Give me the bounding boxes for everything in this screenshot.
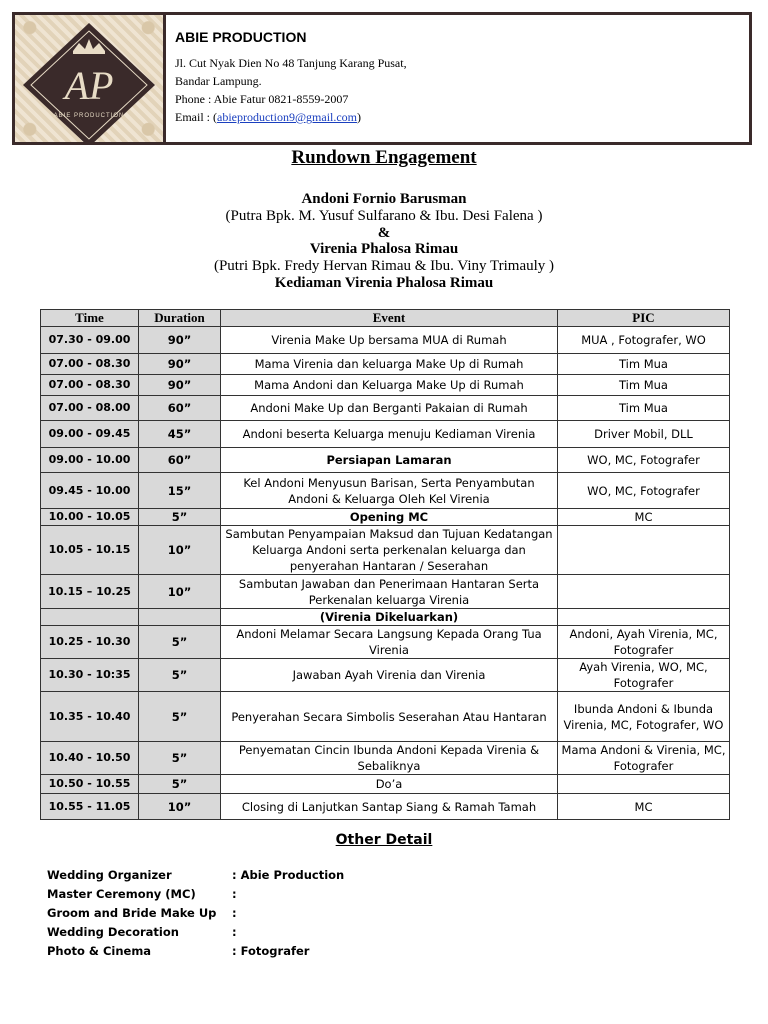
cell-time: 10.30 - 10:35 — [41, 659, 139, 692]
logo-diamond-icon — [15, 15, 163, 142]
table-row — [41, 526, 730, 575]
cell-event: Jawaban Ayah Virenia dan Virenia — [221, 659, 558, 692]
cell-duration: 10” — [139, 575, 221, 609]
company-logo — [15, 15, 166, 142]
cell-event: Andoni beserta Keluarga menuju Kediaman Virenia — [221, 421, 558, 448]
table-row — [41, 626, 730, 659]
cell-time: 10.50 - 10.55 — [41, 775, 139, 794]
email-line — [175, 108, 361, 126]
cell-duration: 5” — [139, 626, 221, 659]
email-suffix: ) — [357, 110, 362, 124]
detail-value: : — [232, 906, 237, 920]
email-link[interactable]: abieproduction9@gmail.com — [217, 110, 358, 124]
table-row — [41, 421, 730, 448]
cell-pic: MC — [558, 794, 730, 820]
detail-label: Wedding Organizer — [47, 868, 172, 882]
cell-time: 07.00 - 08.30 — [41, 354, 139, 375]
cell-duration: 60” — [139, 448, 221, 473]
detail-value: : — [232, 925, 237, 939]
cell-pic — [558, 526, 730, 575]
cell-event: Persiapan Lamaran — [221, 448, 558, 473]
cell-pic: Mama Andoni & Virenia, MC, Fotografer — [558, 742, 730, 775]
table-row — [41, 794, 730, 820]
cell-duration: 10” — [139, 526, 221, 575]
address-line-1: Jl. Cut Nyak Dien No 48 Tanjung Karang Pusat, — [175, 56, 407, 70]
cell-time: 10.05 - 10.15 — [41, 526, 139, 575]
company-name: ABIE PRODUCTION — [175, 29, 307, 45]
table-row — [41, 327, 730, 354]
cell-duration: 5” — [139, 692, 221, 742]
cell-event: Andoni Make Up dan Berganti Pakaian di Rumah — [221, 396, 558, 421]
logo-text: AP — [64, 63, 114, 108]
cell-duration: 45” — [139, 421, 221, 448]
venue: Kediaman Virenia Phalosa Rimau — [274, 275, 494, 291]
cell-event: Do’a — [221, 775, 558, 794]
header-event: Event — [221, 310, 558, 327]
detail-label: Wedding Decoration — [47, 925, 179, 939]
header-time: Time — [41, 310, 139, 327]
header-duration: Duration — [139, 310, 221, 327]
detail-value: : — [232, 887, 237, 901]
cell-duration — [139, 609, 221, 626]
table-row — [41, 775, 730, 794]
cell-pic: Ibunda Andoni & Ibunda Virenia, MC, Fotografer, WO — [558, 692, 730, 742]
email-prefix: Email : ( — [175, 110, 217, 124]
cell-event: Sambutan Penyampaian Maksud dan Tujuan Kedatangan Keluarga Andoni serta perkenalan keluarga dan penyerahan Hantaran / Seserahan — [221, 526, 558, 575]
cell-duration: 15” — [139, 473, 221, 509]
cell-time: 09.00 - 10.00 — [41, 448, 139, 473]
cell-event: Virenia Make Up bersama MUA di Rumah — [221, 327, 558, 354]
detail-value: : Fotografer — [232, 944, 310, 958]
ampersand: & — [377, 225, 391, 241]
cell-pic: Andoni, Ayah Virenia, MC, Fotografer — [558, 626, 730, 659]
cell-event: Penyematan Cincin Ibunda Andoni Kepada Virenia & Sebaliknya — [221, 742, 558, 775]
cell-duration: 5” — [139, 775, 221, 794]
cell-duration: 5” — [139, 742, 221, 775]
detail-label: Photo & Cinema — [47, 944, 152, 958]
cell-event: Penyerahan Secara Simbolis Seserahan Atau Hantaran — [221, 692, 558, 742]
table-header-row — [41, 310, 730, 327]
cell-time: 10.55 - 11.05 — [41, 794, 139, 820]
groom-parents: (Putra Bpk. M. Yusuf Sulfarano & Ibu. Desi Falena ) — [225, 208, 543, 224]
cell-time: 07.00 - 08.30 — [41, 375, 139, 396]
table-row — [41, 473, 730, 509]
cell-duration: 90” — [139, 354, 221, 375]
cell-pic: Ayah Virenia, WO, MC, Fotografer — [558, 659, 730, 692]
cell-duration: 10” — [139, 794, 221, 820]
table-row — [41, 692, 730, 742]
cell-duration: 90” — [139, 327, 221, 354]
cell-event: Kel Andoni Menyusun Barisan, Serta Penyambutan Andoni & Keluarga Oleh Kel Virenia — [221, 473, 558, 509]
detail-label: Master Ceremony (MC) — [47, 887, 196, 901]
cell-event: Sambutan Jawaban dan Penerimaan Hantaran Serta Perkenalan keluarga Virenia — [221, 575, 558, 609]
detail-value: : Abie Production — [232, 868, 345, 882]
rundown-table — [40, 309, 730, 820]
cell-time: 10.15 – 10.25 — [41, 575, 139, 609]
cell-time: 07.00 - 08.00 — [41, 396, 139, 421]
cell-pic: Tim Mua — [558, 354, 730, 375]
cell-pic — [558, 609, 730, 626]
header-pic: PIC — [558, 310, 730, 327]
cell-duration: 5” — [139, 659, 221, 692]
table-row — [41, 448, 730, 473]
cell-time: 09.45 - 10.00 — [41, 473, 139, 509]
cell-pic — [558, 775, 730, 794]
table-row — [41, 575, 730, 609]
table-row — [41, 354, 730, 375]
cell-event: Closing di Lanjutkan Santap Siang & Ramah Tamah — [221, 794, 558, 820]
cell-pic: MUA , Fotografer, WO — [558, 327, 730, 354]
cell-time: 07.30 - 09.00 — [41, 327, 139, 354]
cell-event: Andoni Melamar Secara Langsung Kepada Orang Tua Virenia — [221, 626, 558, 659]
other-detail-title: Other Detail — [335, 832, 433, 848]
cell-time: 10.25 - 10.30 — [41, 626, 139, 659]
cell-duration: 60” — [139, 396, 221, 421]
phone-line: Phone : Abie Fatur 0821-8559-2007 — [175, 92, 349, 106]
cell-event: Mama Andoni dan Keluarga Make Up di Rumah — [221, 375, 558, 396]
table-row — [41, 509, 730, 526]
table-row — [41, 609, 730, 626]
cell-pic: Tim Mua — [558, 375, 730, 396]
bride-parents: (Putri Bpk. Fredy Hervan Rimau & Ibu. Viny Trimauly ) — [213, 258, 555, 274]
cell-time: 10.35 - 10.40 — [41, 692, 139, 742]
cell-pic — [558, 575, 730, 609]
cell-time: 09.00 - 09.45 — [41, 421, 139, 448]
cell-pic: Tim Mua — [558, 396, 730, 421]
address-line-2: Bandar Lampung. — [175, 74, 262, 88]
cell-event: (Virenia Dikeluarkan) — [221, 609, 558, 626]
detail-label: Groom and Bride Make Up — [47, 906, 217, 920]
cell-time — [41, 609, 139, 626]
cell-pic: WO, MC, Fotografer — [558, 473, 730, 509]
table-row — [41, 742, 730, 775]
cell-pic: WO, MC, Fotografer — [558, 448, 730, 473]
letterhead — [12, 12, 752, 145]
cell-pic: Driver Mobil, DLL — [558, 421, 730, 448]
cell-pic: MC — [558, 509, 730, 526]
bride-name: Virenia Phalosa Rimau — [309, 241, 459, 257]
table-row — [41, 375, 730, 396]
cell-event: Opening MC — [221, 509, 558, 526]
cell-duration: 5” — [139, 509, 221, 526]
logo-subtext: ABIE PRODUCTION — [53, 113, 125, 119]
table-row — [41, 396, 730, 421]
cell-time: 10.00 - 10.05 — [41, 509, 139, 526]
cell-duration: 90” — [139, 375, 221, 396]
cell-time: 10.40 - 10.50 — [41, 742, 139, 775]
document-title: Rundown Engagement — [291, 147, 477, 168]
groom-name: Andoni Fornio Barusman — [301, 191, 467, 207]
table-row — [41, 659, 730, 692]
cell-event: Mama Virenia dan keluarga Make Up di Rumah — [221, 354, 558, 375]
